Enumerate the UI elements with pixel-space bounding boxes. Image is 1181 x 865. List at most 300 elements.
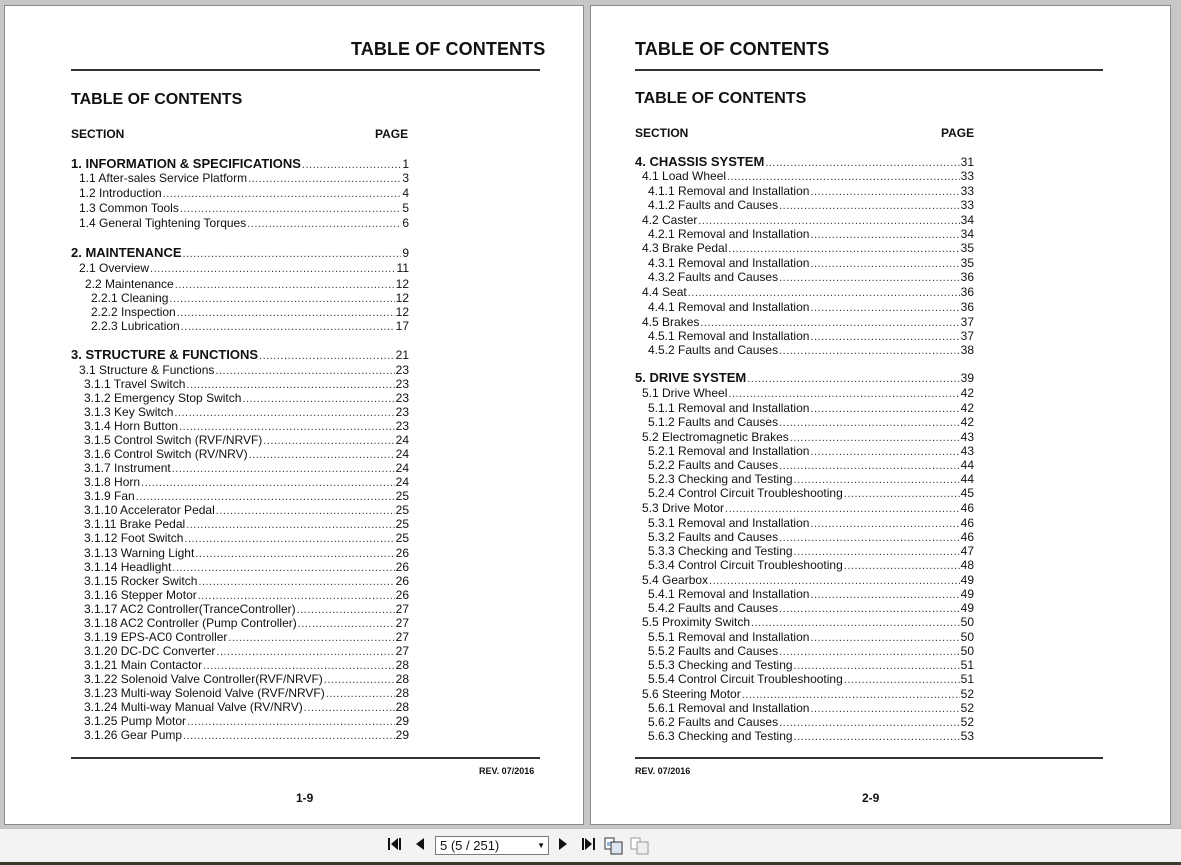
dot-leader	[810, 228, 959, 242]
dot-leader	[700, 316, 959, 330]
dot-leader	[790, 431, 960, 445]
dot-leader	[324, 673, 395, 687]
toc-entry-title: 4.2.1 Removal and Installation	[648, 227, 810, 241]
toc-entry-title: 5.1.2 Faults and Causes	[648, 415, 779, 429]
toc-entry-title: 5.6.1 Removal and Installation	[648, 701, 810, 715]
toc-entry-page: 44	[960, 458, 974, 472]
two-page-view-icon	[604, 837, 624, 855]
toc-entry-title: 5.2.1 Removal and Installation	[648, 444, 810, 458]
first-page-icon	[387, 837, 403, 851]
toc-entry-title: 3.1.19 EPS-AC0 Controller	[84, 630, 228, 644]
toc-entry-title: 4.4 Seat	[642, 285, 687, 299]
dot-leader	[794, 730, 960, 744]
toc-entry-title: 5.5.1 Removal and Installation	[648, 630, 810, 644]
toc-entry-page: 43	[960, 430, 974, 444]
toc-section-heading	[635, 154, 974, 169]
dot-leader	[247, 217, 401, 231]
dot-leader	[779, 416, 960, 430]
toc-entry	[648, 630, 974, 644]
toc-entry	[642, 687, 974, 701]
toc-entry	[642, 573, 974, 587]
dot-leader	[779, 716, 960, 730]
dot-leader	[794, 659, 960, 673]
toc-entry	[648, 270, 974, 284]
toc-entry	[642, 213, 974, 227]
toc-entry-title: 5.5.4 Control Circuit Troubleshooting	[648, 672, 843, 686]
toc-entry-page: 35	[960, 241, 974, 255]
toc-entry-page: 50	[960, 630, 974, 644]
toc-entry-page: 34	[960, 227, 974, 241]
toc-entry-title: 5.3.1 Removal and Installation	[648, 516, 810, 530]
toc-entry-page: 28	[395, 700, 409, 714]
toc-entry-title: 3.1.17 AC2 Controller(TranceController)	[84, 602, 296, 616]
dot-leader	[794, 473, 960, 487]
dot-leader	[810, 301, 959, 315]
previous-page-button[interactable]	[412, 837, 428, 855]
dot-leader	[779, 602, 960, 616]
toc-entry-title: 3.1.13 Warning Light	[84, 546, 195, 560]
last-page-icon	[580, 837, 596, 851]
toc-entry-page: 52	[960, 715, 974, 729]
single-page-view-button[interactable]	[630, 837, 650, 855]
toc-entry-page: 27	[395, 602, 409, 616]
toc-entry-title: 5.4 Gearbox	[642, 573, 709, 587]
toc-entry	[642, 315, 974, 329]
toc-entry	[642, 501, 974, 515]
toc-entry-title: 3.1.9 Fan	[84, 489, 135, 503]
toc-entry-page: 43	[960, 444, 974, 458]
toc-entry-title: 3.1.21 Main Contactor	[84, 658, 203, 672]
dot-leader	[779, 344, 960, 358]
toc-entry-title: 3.1.24 Multi-way Manual Valve (RV/NRV)	[84, 700, 303, 714]
page-number: 1-9	[296, 791, 314, 805]
toc-entry-title: 3.1.20 DC-DC Converter	[84, 644, 216, 658]
dot-leader	[169, 292, 394, 306]
toc-entry	[642, 386, 974, 400]
dot-leader	[163, 187, 402, 201]
dot-leader	[263, 434, 394, 448]
toc-entry-page: 42	[960, 415, 974, 429]
toc-entry-title: 3.1.7 Instrument	[84, 461, 171, 475]
toc-entry-page: 50	[960, 644, 974, 658]
toc-entry-title: 3.1.23 Multi-way Solenoid Valve (RVF/NRVF)	[84, 686, 325, 700]
toc-entry	[648, 729, 974, 743]
toc-entry-title: 3.1.6 Control Switch (RV/NRV)	[84, 447, 248, 461]
toc-entry-title: 5.3.3 Checking and Testing	[648, 544, 793, 558]
toc-entry-page: 23	[395, 391, 409, 405]
dot-leader	[136, 490, 395, 504]
first-page-button[interactable]	[386, 837, 404, 855]
dot-leader	[810, 631, 959, 645]
toc-entry	[648, 300, 974, 314]
toc-section-heading	[71, 347, 409, 362]
toc-entry-title: 3.1.3 Key Switch	[84, 405, 174, 419]
header-rule	[71, 69, 540, 71]
dot-leader	[184, 532, 394, 546]
toc-entry-title: 3.1.16 Stepper Motor	[84, 588, 197, 602]
toc-entry	[84, 546, 409, 560]
toc-entry-page: 23	[395, 419, 409, 433]
toc-entry-page: 23	[395, 405, 409, 419]
page-header-title: TABLE OF CONTENTS	[635, 39, 830, 59]
dot-leader	[779, 531, 960, 545]
toc-entry-title: 3.1.14 Headlight	[84, 560, 172, 574]
dot-leader	[810, 330, 959, 344]
dot-leader	[698, 214, 959, 228]
toc-entry-title: 5.6.3 Checking and Testing	[648, 729, 793, 743]
toc-entry	[84, 475, 409, 489]
dot-leader	[810, 445, 959, 459]
toc-entry	[85, 277, 409, 291]
toc-entry	[642, 241, 974, 255]
toc-entry-title: 1. INFORMATION & SPECIFICATIONS	[71, 156, 301, 171]
dot-leader	[297, 603, 395, 617]
dot-leader	[844, 673, 960, 687]
toc-entry-page: 37	[960, 315, 974, 329]
toc-entry	[84, 461, 409, 475]
dot-leader	[747, 372, 959, 387]
previous-page-icon	[414, 837, 426, 851]
toc-entry	[79, 363, 409, 377]
toc-entry-title: 3.1.10 Accelerator Pedal	[84, 503, 215, 517]
toc-entry	[84, 517, 409, 531]
page-header-title: TABLE OF CONTENTS	[351, 39, 546, 59]
toc-entry	[84, 728, 409, 742]
dot-leader	[810, 702, 959, 716]
toc-entry-page: 12	[395, 305, 409, 319]
toc-entry	[642, 615, 974, 629]
toc-entry	[648, 329, 974, 343]
dot-leader	[228, 631, 394, 645]
footer-rule	[71, 757, 540, 759]
toc-entry	[648, 458, 974, 472]
toc-entry-title: 1.3 Common Tools	[79, 201, 179, 215]
toc-entry-title: 3. STRUCTURE & FUNCTIONS	[71, 347, 259, 362]
toc-entry-page: 6	[402, 216, 409, 230]
toc-entry	[91, 319, 409, 333]
toc-entry-page: 36	[960, 270, 974, 284]
dot-leader	[181, 320, 395, 334]
toc-entry-page: 44	[960, 472, 974, 486]
toc-entry-title: 4.3.1 Removal and Installation	[648, 256, 810, 270]
viewer-toolbar	[0, 828, 1181, 865]
toc-entry-page: 29	[395, 714, 409, 728]
dot-leader	[150, 262, 396, 276]
toc-entry-title: 3.1.18 AC2 Controller (Pump Controller)	[84, 616, 297, 630]
dot-leader	[298, 617, 395, 631]
toc-entry-title: 5.5.2 Faults and Causes	[648, 644, 779, 658]
toc-entry-title: 5.6.2 Faults and Causes	[648, 715, 779, 729]
toc-entry-page: 31	[960, 155, 974, 169]
toc-entry-page: 3	[402, 171, 409, 185]
page-number: 2-9	[862, 791, 880, 805]
dot-leader	[198, 589, 395, 603]
toc-entry	[84, 644, 409, 658]
toc-entry	[84, 686, 409, 700]
toc-entry-page: 1	[402, 157, 409, 171]
dot-leader	[688, 286, 960, 300]
toc-entry-title: 3.1 Structure & Functions	[79, 363, 215, 377]
toc-entry-page: 46	[960, 530, 974, 544]
toc-section-heading	[635, 370, 974, 385]
toc-entry	[648, 198, 974, 212]
toc-entry-page: 4	[402, 186, 409, 200]
toc-entry-page: 26	[395, 574, 409, 588]
dot-leader	[175, 278, 395, 292]
toc-entry-title: 3.1.26 Gear Pump	[84, 728, 183, 742]
toc-entry	[84, 447, 409, 461]
toc-entry-page: 42	[960, 401, 974, 415]
toc-subtitle: TABLE OF CONTENTS	[71, 91, 243, 108]
toc-entry-page: 45	[960, 486, 974, 500]
toc-entry-title: 5.3 Drive Motor	[642, 501, 725, 515]
dot-leader	[751, 616, 960, 630]
toc-entry	[648, 415, 974, 429]
toc-subtitle: TABLE OF CONTENTS	[635, 90, 807, 107]
dot-leader	[304, 701, 395, 715]
toc-entry-page: 51	[960, 658, 974, 672]
section-column-label: SECTION	[71, 127, 125, 141]
toc-entry	[84, 672, 409, 686]
toc-entry-title: 2.1 Overview	[79, 261, 150, 275]
toc-entry	[648, 343, 974, 357]
toc-entry-title: 3.1.11 Brake Pedal	[84, 517, 186, 531]
toc-entry	[79, 171, 409, 185]
toc-entry-page: 12	[395, 277, 409, 291]
dot-leader	[172, 561, 394, 575]
toc-entry-title: 4.1.1 Removal and Installation	[648, 184, 810, 198]
toc-entry	[648, 472, 974, 486]
toc-entry-title: 5.5 Proximity Switch	[642, 615, 751, 629]
toc-entry	[648, 701, 974, 715]
toc-entry-page: 24	[395, 475, 409, 489]
toc-entry-page: 48	[960, 558, 974, 572]
toc-entry-title: 3.1.12 Foot Switch	[84, 531, 184, 545]
revision-label: REV. 07/2016	[635, 766, 691, 776]
toc-entry-page: 33	[960, 184, 974, 198]
dot-leader	[249, 448, 395, 462]
revision-label: REV. 07/2016	[479, 766, 535, 776]
toc-entry	[648, 601, 974, 615]
document-page-right	[590, 5, 1171, 825]
toc-entry	[84, 630, 409, 644]
toc-entry-title: 4.4.1 Removal and Installation	[648, 300, 810, 314]
toc-entry	[84, 503, 409, 517]
toc-entry-title: 2. MAINTENANCE	[71, 245, 182, 260]
dot-leader	[186, 518, 394, 532]
toc-entry	[84, 377, 409, 391]
toc-entry-page: 29	[395, 728, 409, 742]
dot-leader	[779, 645, 960, 659]
dot-leader	[742, 688, 960, 702]
toc-entry	[648, 227, 974, 241]
toc-entry-title: 3.1.22 Solenoid Valve Controller(RVF/NRVF)	[84, 672, 323, 686]
toc-entry	[648, 644, 974, 658]
toc-entry-title: 3.1.4 Horn Button	[84, 419, 179, 433]
toc-entry	[648, 486, 974, 500]
toc-entry	[79, 216, 409, 230]
toc-entry-page: 49	[960, 601, 974, 615]
toc-entry	[84, 560, 409, 574]
toc-entry-title: 1.1 After-sales Service Platform	[79, 171, 248, 185]
dot-leader	[779, 199, 960, 213]
dot-leader	[810, 517, 959, 531]
toc-entry	[84, 616, 409, 630]
toc-entry	[642, 285, 974, 299]
dot-leader	[844, 559, 960, 573]
toc-entry-title: 1.4 General Tightening Torques	[79, 216, 247, 230]
toc-entry-title: 3.1.15 Rocker Switch	[84, 574, 198, 588]
toc-entry-title: 3.1.8 Horn	[84, 475, 141, 489]
dot-leader	[728, 387, 959, 401]
toc-entry-title: 5.4.2 Faults and Causes	[648, 601, 779, 615]
toc-entry-page: 26	[395, 588, 409, 602]
toc-entry-page: 39	[960, 371, 974, 385]
dot-leader	[727, 170, 960, 184]
page-column-label: PAGE	[941, 126, 975, 140]
toc-entry	[84, 489, 409, 503]
toc-entry-page: 25	[395, 503, 409, 517]
toc-entry	[648, 544, 974, 558]
toc-entry-page: 25	[395, 489, 409, 503]
toc-entry-page: 24	[395, 461, 409, 475]
toc-entry-page: 53	[960, 729, 974, 743]
toc-entry-title: 5.1 Drive Wheel	[642, 386, 728, 400]
two-page-view-button[interactable]	[604, 837, 624, 855]
toc-entry-title: 5.4.1 Removal and Installation	[648, 587, 810, 601]
dot-leader	[326, 687, 395, 701]
dot-leader	[725, 502, 960, 516]
toc-entry-page: 28	[395, 672, 409, 686]
toc-entry-page: 50	[960, 615, 974, 629]
single-page-view-icon	[630, 837, 650, 855]
toc-entry-title: 2.2.1 Cleaning	[91, 291, 169, 305]
toc-entry-title: 3.1.2 Emergency Stop Switch	[84, 391, 242, 405]
dot-leader	[259, 349, 395, 364]
toc-entry-title: 4.2 Caster	[642, 213, 698, 227]
toc-entry-page: 38	[960, 343, 974, 357]
toc-entry-page: 12	[395, 291, 409, 305]
page-selector[interactable]	[435, 836, 549, 855]
toc-entry	[84, 531, 409, 545]
dot-leader	[203, 659, 395, 673]
toc-entry-title: 4.1.2 Faults and Causes	[648, 198, 779, 212]
toc-entry-title: 3.1.5 Control Switch (RVF/NRVF)	[84, 433, 263, 447]
dot-leader	[844, 487, 960, 501]
toc-entry	[84, 588, 409, 602]
toc-entry-page: 52	[960, 687, 974, 701]
toc-entry-page: 36	[960, 285, 974, 299]
toc-entry	[79, 261, 409, 275]
toc-entry-page: 5	[402, 201, 409, 215]
toc-entry-title: 5.2.4 Control Circuit Troubleshooting	[648, 486, 843, 500]
toc-entry-title: 2.2 Maintenance	[85, 277, 174, 291]
toc-entry-title: 4.3.2 Faults and Causes	[648, 270, 779, 284]
toc-entry-title: 4.5 Brakes	[642, 315, 700, 329]
toc-entry	[648, 530, 974, 544]
toc-entry	[648, 715, 974, 729]
toc-entry-title: 4.5.1 Removal and Installation	[648, 329, 810, 343]
toc-entry-page: 24	[395, 447, 409, 461]
toc-entry-page: 33	[960, 169, 974, 183]
toc-entry	[648, 401, 974, 415]
toc-entry-page: 37	[960, 329, 974, 343]
toc-entry-page: 21	[395, 348, 409, 362]
toc-entry-title: 5.2.3 Checking and Testing	[648, 472, 793, 486]
dot-leader	[183, 729, 395, 743]
page-column-label: PAGE	[375, 127, 409, 141]
dot-leader	[215, 364, 394, 378]
toc-entry-title: 5.2 Electromagnetic Brakes	[642, 430, 789, 444]
toc-entry-title: 2.2.2 Inspection	[91, 305, 176, 319]
toc-entry-page: 33	[960, 198, 974, 212]
toc-entry	[84, 700, 409, 714]
toc-entry	[84, 391, 409, 405]
header-rule	[635, 69, 1103, 71]
last-page-button[interactable]	[579, 837, 597, 855]
toc-entry	[84, 658, 409, 672]
toc-entry-page: 28	[395, 658, 409, 672]
toc-entry	[648, 256, 974, 270]
next-page-button[interactable]	[555, 837, 571, 855]
next-page-icon	[557, 837, 569, 851]
toc-entry-page: 26	[395, 546, 409, 560]
document-page-left	[4, 5, 584, 825]
toc-entry	[84, 405, 409, 419]
dot-leader	[198, 575, 394, 589]
dropdown-arrow-icon: ▼	[537, 841, 545, 850]
toc-entry-page: 27	[395, 644, 409, 658]
toc-entry	[91, 305, 409, 319]
toc-entry-title: 4.1 Load Wheel	[642, 169, 727, 183]
section-column-label: SECTION	[635, 126, 689, 140]
toc-entry-title: 5.3.4 Control Circuit Troubleshooting	[648, 558, 843, 572]
footer-rule	[635, 757, 1103, 759]
toc-entry	[648, 558, 974, 572]
toc-entry-title: 5.2.2 Faults and Causes	[648, 458, 779, 472]
toc-entry-page: 51	[960, 672, 974, 686]
toc-entry	[642, 430, 974, 444]
toc-entry	[84, 602, 409, 616]
toc-entry-page: 24	[395, 433, 409, 447]
dot-leader	[216, 645, 394, 659]
toc-entry	[84, 714, 409, 728]
toc-entry-page: 49	[960, 573, 974, 587]
toc-entry-title: 5.3.2 Faults and Causes	[648, 530, 779, 544]
dot-leader	[810, 588, 959, 602]
toc-entry-page: 17	[395, 319, 409, 333]
toc-entry	[84, 574, 409, 588]
dot-leader	[183, 247, 402, 262]
toc-entry-page: 34	[960, 213, 974, 227]
toc-section-heading	[71, 245, 409, 260]
toc-entry	[79, 201, 409, 215]
toc-entry	[79, 186, 409, 200]
toc-entry	[642, 169, 974, 183]
toc-entry-page: 9	[402, 246, 409, 260]
dot-leader	[728, 242, 959, 256]
toc-entry-page: 35	[960, 256, 974, 270]
toc-entry-title: 5.6 Steering Motor	[642, 687, 741, 701]
toc-entry-title: 2.2.3 Lubrication	[91, 319, 180, 333]
toc-entry-title: 5. DRIVE SYSTEM	[635, 370, 747, 385]
toc-entry	[648, 658, 974, 672]
dot-leader	[180, 202, 401, 216]
toc-entry-page: 28	[395, 686, 409, 700]
dot-leader	[779, 459, 960, 473]
dot-leader	[187, 715, 395, 729]
toc-entry-title: 5.1.1 Removal and Installation	[648, 401, 810, 415]
